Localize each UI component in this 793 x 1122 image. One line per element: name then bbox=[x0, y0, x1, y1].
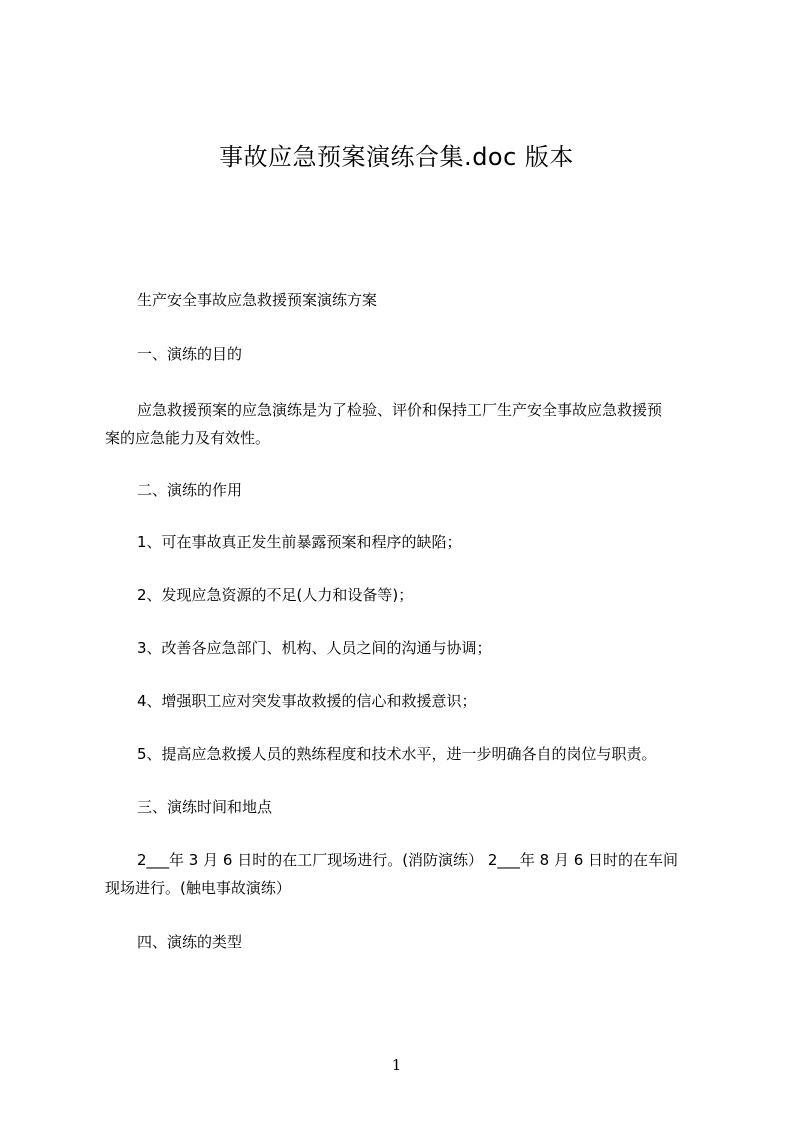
paragraph-text: 四、演练的类型 bbox=[137, 933, 243, 951]
list-item-4 bbox=[105, 687, 705, 715]
section-heading-plan bbox=[105, 286, 705, 314]
page-number: 1 bbox=[391, 1056, 402, 1074]
list-item-text: 4、增强职工应对突发事故救援的信心和救援意识； bbox=[137, 692, 477, 710]
list-item-3 bbox=[105, 634, 705, 662]
paragraph-purpose bbox=[105, 396, 705, 452]
list-item-5 bbox=[105, 740, 705, 768]
list-item-1 bbox=[105, 528, 705, 556]
list-item-text: 2、发现应急资源的不足(人力和设备等)； bbox=[137, 586, 414, 604]
list-item-text: 3、改善各应急部门、机构、人员之间的沟通与协调； bbox=[137, 639, 492, 657]
section-heading-time-place bbox=[105, 793, 705, 821]
list-item-2 bbox=[105, 581, 705, 609]
list-item-text: 1、可在事故真正发生前暴露预案和程序的缺陷； bbox=[137, 533, 462, 551]
list-item-text: 5、提高应急救援人员的熟练程度和技术水平，进一步明确各自的岗位与职责。 bbox=[137, 745, 657, 763]
paragraph-time-place bbox=[105, 846, 705, 902]
document-title: 事故应急预案演练合集.doc 版本 bbox=[219, 143, 574, 171]
section-heading-effects bbox=[105, 476, 705, 504]
section-heading-purpose bbox=[105, 340, 705, 368]
paragraph-line: 现场进行。(触电事故演练） bbox=[105, 879, 291, 897]
paragraph-text: 一、演练的目的 bbox=[137, 345, 243, 363]
paragraph-text: 二、演练的作用 bbox=[137, 481, 243, 499]
paragraph-line: 案的应急能力及有效性。 bbox=[105, 429, 271, 447]
paragraph-line: 应急救援预案的应急演练是为了检验、评价和保持工厂生产安全事故应急救援预 bbox=[137, 401, 663, 419]
section-heading-types bbox=[105, 928, 705, 956]
paragraph-text: 三、演练时间和地点 bbox=[137, 798, 273, 816]
paragraph-text: 生产安全事故应急救援预案演练方案 bbox=[137, 291, 378, 309]
paragraph-line: 2___年 3 月 6 日时的在工厂现场进行。(消防演练） 2___年 8 月 6 日时的在车间 bbox=[137, 851, 679, 869]
